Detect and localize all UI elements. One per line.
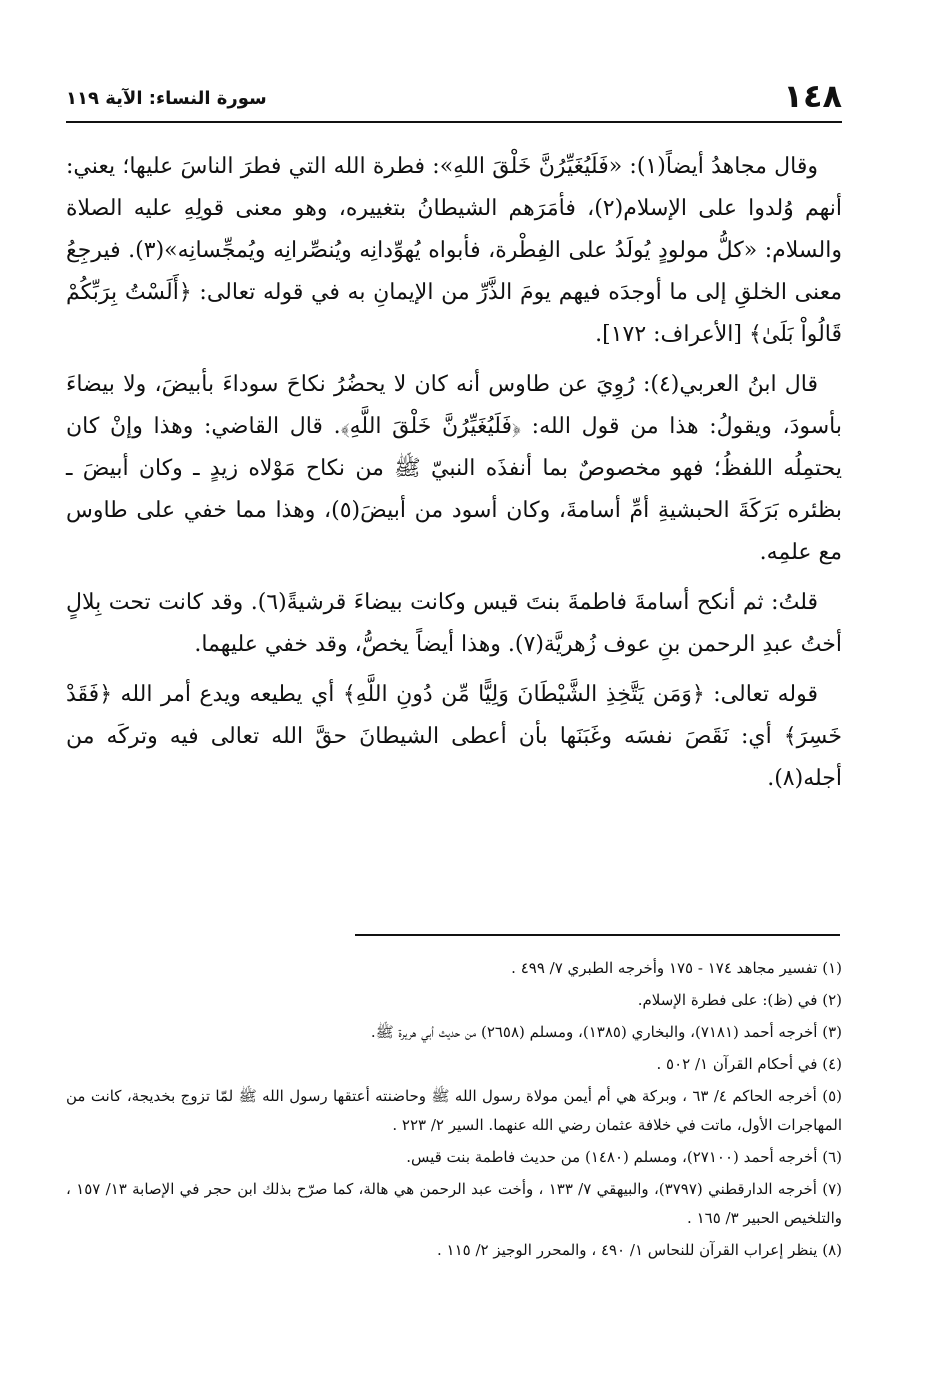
paragraph-3: قلتُ: ثم أنكح أسامةَ فاطمةَ بنتَ قيس وكانت بيضاءَ قرشيةً(٦). وقد كانت تحت بِلالٍ أختُ عبدِ الرحمن بنِ عوف زُهريَّة(٧). وهذا أيضاً يخصُّ، وقد خفي عليهما.: [66, 590, 842, 657]
footnote-1: (١) تفسير مجاهد ١٧٤ - ١٧٥ وأخرجه الطبري ٧/ ٤٩٩ .: [511, 959, 842, 977]
footnote-8: (٨) ينظر إعراب القرآن للنحاس ١/ ٤٩٠ ، والمحرر الوجيز ٢/ ١١٥ .: [436, 1241, 842, 1259]
footnote-2: (٢) في (ظ): على فطرة الإسلام.: [637, 991, 842, 1009]
main-text: [66, 146, 842, 808]
footnote-5: (٥) أخرجه الحاكم ٤/ ٦٣ ، وبركة هي أم أيمن مولاة رسول الله ﷺ وحاضنته أعتقها رسول الله ﷺ لمّا تزوج بخديجة، كانت من المهاجرات الأول، ماتت في خلافة عثمان رضي الله عنهما. السير ٢/ ٢٢٣ .: [66, 1087, 842, 1134]
paragraph-1: وقال مجاهدُ أيضاً(١): «فَلَيُغَيِّرُنَّ خَلْقَ اللهِ»: فطرة الله التي فطرَ الناسَ عليها؛ يعني: أنهم وُلدوا على الإسلام(٢)، فأمَرَهم الشيطانُ بتغييره، وهو معنى قولِهِ عليه الصلاة والسلام: «كلُّ مولودٍ يُولَدُ على الفِطْرة، فأبواه يُهوِّدانِه ويُنصِّرانِه ويُمجِّسانِه»(٣). فيرجِعُ معنى الخلقِ إلى ما أوجدَه فيهم يومَ الذَّرِّ من الإيمانِ به في قوله تعالى: ﴿أَلَسْتُ بِرَبِّكُمْ قَالُواْ بَلَىٰ﴾ [الأعراف: ١٧٢].: [66, 154, 842, 347]
footnote-4: (٤) في أحكام القرآن ١/ ٥٠٢ .: [656, 1055, 842, 1073]
footnote-3: (٣) أخرجه أحمد (٧١٨١)، والبخاري (١٣٨٥)، ومسلم (٢٦٥٨) من حديث أبي هريرة ﷺ.: [370, 1023, 842, 1041]
footnotes: [66, 954, 842, 1268]
footnote-separator: [355, 934, 840, 936]
header-rule: [66, 121, 842, 123]
paragraph-4: قوله تعالى: ﴿وَمَن يَتَّخِذِ الشَّيْطَانَ وَلِيًّا مِّن دُونِ اللَّهِ﴾ أي يطيعه ويدع أمر الله ﴿فَقَدْ خَسِرَ﴾ أي: نَقَصَ نفسَه وغَبَنَها بأن أعطى الشيطانَ حقَّ الله تعالى فيه وتركَه من أجله(٨).: [66, 682, 842, 791]
page-header: [66, 77, 842, 115]
footnote-7: (٧) أخرجه الدارقطني (٣٧٩٧)، والبيهقي ٧/ ١٣٣ ، وأخت عبد الرحمن هي هالة، كما صرّح بذلك ابن حجر في الإصابة ١٣/ ١٥٧ ، والتلخيص الحبير ٣/ ١٦٥ .: [66, 1180, 843, 1227]
surah-title: سورة النساء: الآية ١١٩: [66, 88, 267, 110]
footnote-6: (٦) أخرجه أحمد (٢٧١٠٠)، ومسلم (١٤٨٠) من حديث فاطمة بنت قيس.: [406, 1148, 842, 1166]
paragraph-2: قال ابنُ العربي(٤): رُوِيَ عن طاوس أنه كان لا يحضُرُ نكاحَ سوداءَ بأبيضَ، ولا بيضاءَ بأسودَ، ويقولُ: هذا من قول الله: ﴿فَلَيُغَيِّرُنَّ خَلْقَ اللَّهِ﴾. قال القاضي: وهذا وإنْ كان يحتمِلُه اللفظُ؛ فهو مخصوصٌ بما أنفذَه النبيّ ﷺ من نكاح مَوْلاه زيدٍ ـ وكان أبيضَ ـ بظئره بَرَكَةَ الحبشيةِ أمِّ أسامةَ، وكان أسود من أبيضَ(٥)، وهذا مما خفي على طاوس مع علمِه.: [66, 372, 842, 565]
page-number: ١٤٨: [783, 77, 842, 115]
